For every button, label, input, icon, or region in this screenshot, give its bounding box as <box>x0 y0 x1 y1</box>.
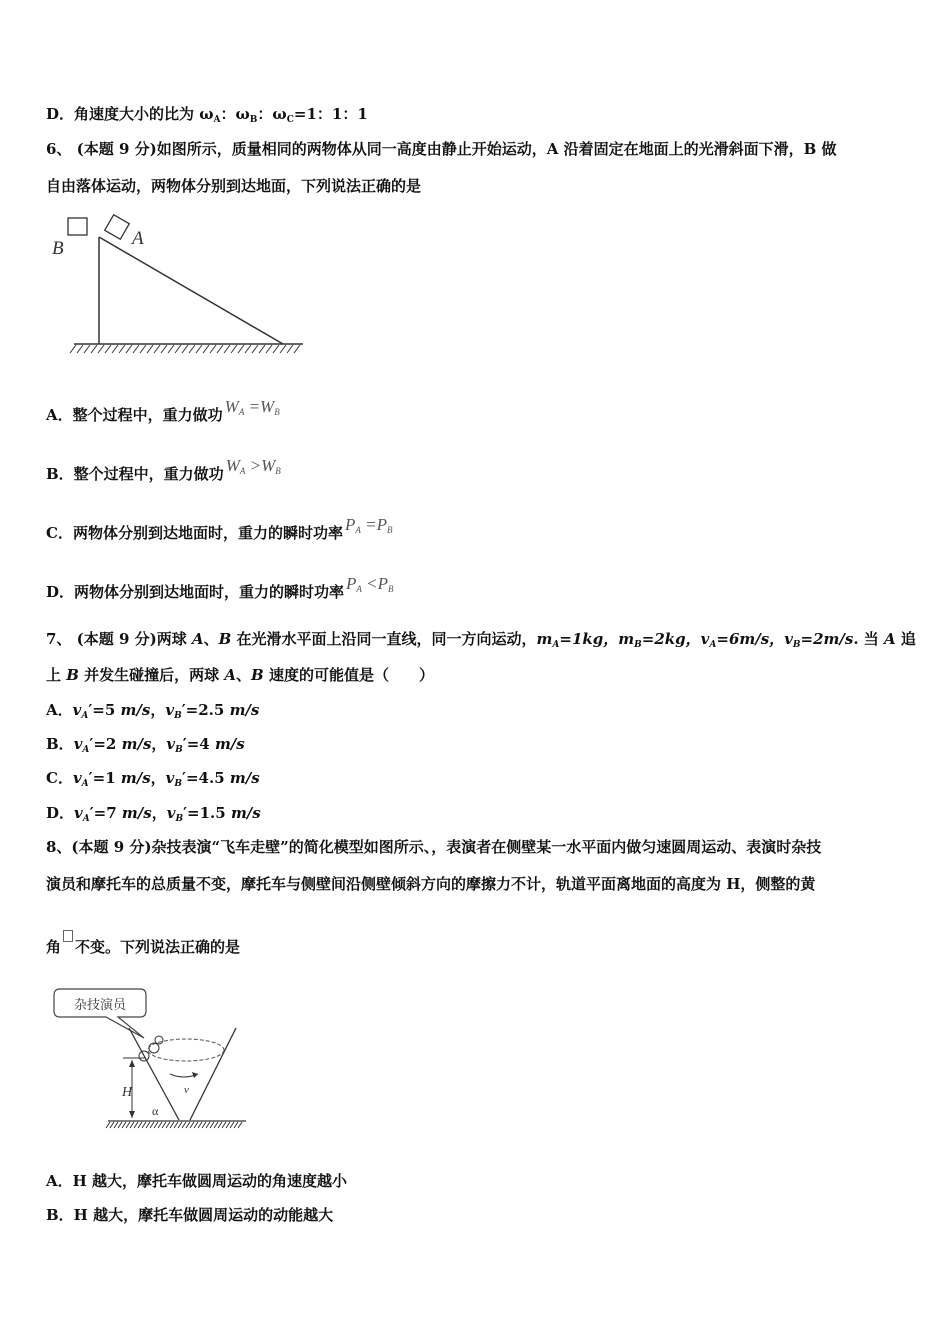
block-a <box>105 215 130 240</box>
hatch-mark <box>198 1122 202 1128</box>
hatch-mark <box>224 345 230 353</box>
hatch-mark <box>161 345 167 353</box>
hatch-mark <box>206 1122 210 1128</box>
hatch-mark <box>170 1122 174 1128</box>
hatch-mark <box>266 345 272 353</box>
hatch-mark <box>182 345 188 353</box>
height-arrowhead-bottom <box>129 1111 135 1118</box>
hatch-mark <box>118 1122 122 1128</box>
hatch-mark <box>203 345 209 353</box>
hatch-mark <box>70 345 76 353</box>
q8-option-a: A．H 越大，摩托车做圆周运动的角速度越小 <box>46 1172 348 1190</box>
hatch-mark <box>98 345 104 353</box>
q7-option-c: C．$v_A'=1$ m/s，$v_B'=4.5$ m/s <box>46 769 260 789</box>
hatch-mark <box>158 1122 162 1128</box>
hatch-mark <box>231 345 237 353</box>
ground-hatch <box>106 1122 242 1128</box>
hatch-mark <box>168 345 174 353</box>
hatch-mark <box>105 345 111 353</box>
hatch-mark <box>178 1122 182 1128</box>
hatch-mark <box>142 1122 146 1128</box>
hatch-mark <box>138 1122 142 1128</box>
hatch-mark <box>119 345 125 353</box>
hatch-mark <box>294 345 300 353</box>
hatch-mark <box>259 345 265 353</box>
hatch-mark <box>238 1122 242 1128</box>
hatch-mark <box>91 345 97 353</box>
hatch-mark <box>280 345 286 353</box>
hatch-mark <box>147 345 153 353</box>
hatch-mark <box>238 345 244 353</box>
hatch-mark <box>140 345 146 353</box>
label-h: H <box>122 1085 133 1100</box>
hatch-mark <box>273 345 279 353</box>
hatch-mark <box>106 1122 110 1128</box>
hatch-mark <box>217 345 223 353</box>
hatch-mark <box>126 1122 130 1128</box>
hatch-mark <box>245 345 251 353</box>
q6-option-b: B．整个过程中，重力做功 WA >WB <box>46 456 281 483</box>
hatch-mark <box>146 1122 150 1128</box>
formula-pa-eq-pb: PA =PB <box>344 515 393 535</box>
hatch-mark <box>162 1122 166 1128</box>
track-ellipse <box>148 1039 224 1061</box>
hatch-mark <box>230 1122 234 1128</box>
block-b <box>68 218 87 235</box>
rider-head <box>155 1036 163 1044</box>
formula-pa-lt-pb: PA <PB <box>346 574 394 594</box>
callout-bubble <box>54 989 146 1038</box>
formula-wa-gt-wb: WA >WB <box>225 456 281 476</box>
hatch-mark <box>114 1122 118 1128</box>
hatch-mark <box>112 345 118 353</box>
height-arrowhead-top <box>129 1060 135 1067</box>
hatch-mark <box>287 345 293 353</box>
hatch-mark <box>210 1122 214 1128</box>
q6-incline-figure <box>46 210 311 365</box>
ground-hatch <box>70 345 300 353</box>
callout-label: 杂技演员 <box>73 998 127 1013</box>
label-alpha: α <box>152 1104 159 1118</box>
hatch-mark <box>226 1122 230 1128</box>
label-b: B <box>52 238 64 259</box>
hatch-mark <box>122 1122 126 1128</box>
hatch-mark <box>110 1122 114 1128</box>
hatch-mark <box>77 345 83 353</box>
hatch-mark <box>218 1122 222 1128</box>
q8-option-b: B．H 越大，摩托车做圆周运动的动能越大 <box>46 1206 334 1224</box>
hatch-mark <box>154 345 160 353</box>
hatch-mark <box>174 1122 178 1128</box>
label-v: v <box>184 1084 189 1096</box>
hatch-mark <box>150 1122 154 1128</box>
q7-option-a: A．$v_A'=5$ m/s，$v_B'=2.5$ m/s <box>46 701 260 721</box>
q6-stem-line1: 6、 (本题 9 分)如图所示，质量相同的两物体从同一高度由静止开始运动，A 沿着固定在地面上的光滑斜面下滑，B 做 <box>46 140 837 158</box>
label-a: A <box>132 228 144 249</box>
hatch-mark <box>252 345 258 353</box>
q6-option-a: A．整个过程中，重力做功 WA =WB <box>46 397 280 424</box>
q7-stem-line2: 上 B 并发生碰撞后，两球 A、B 速度的可能值是（ ） <box>46 666 434 684</box>
hatch-mark <box>202 1122 206 1128</box>
hatch-mark <box>222 1122 226 1128</box>
hatch-mark <box>134 1122 138 1128</box>
q7-stem-line1: 7、 (本题 9 分)两球 A、B 在光滑水平面上沿同一直线，同一方向运动，$m_A=1kg$，$m_B=2kg$，$v_A=6m/s$，$v_B=2m/s$. 当 A 追 <box>46 630 916 650</box>
q8-stem-line1: 8、(本题 9 分)杂技表演“飞车走壁”的简化模型如图所示、，表演者在侧壁某一水平面内做匀速圆周运动、表演时杂技 <box>46 838 822 856</box>
q6-stem-line2: 自由落体运动，两物体分别到达地面，下列说法正确的是 <box>46 177 422 195</box>
hatch-mark <box>130 1122 134 1128</box>
hatch-mark <box>126 345 132 353</box>
hatch-mark <box>189 345 195 353</box>
incline-slope <box>99 237 283 344</box>
hatch-mark <box>194 1122 198 1128</box>
hatch-mark <box>190 1122 194 1128</box>
q6-option-c: C．两物体分别到达地面时，重力的瞬时功率 PA =PB <box>46 515 393 542</box>
missing-symbol-placeholder <box>63 930 73 942</box>
hatch-mark <box>214 1122 218 1128</box>
hatch-mark <box>234 1122 238 1128</box>
hatch-mark <box>175 345 181 353</box>
hatch-mark <box>84 345 90 353</box>
q8-stem-line3: 角 不变。下列说法正确的是 <box>46 936 240 957</box>
motion-arrowhead <box>192 1072 198 1078</box>
hatch-mark <box>210 345 216 353</box>
q7-option-b: B．$v_A'=2$ m/s，$v_B'=4$ m/s <box>46 735 245 755</box>
q8-wall-ride-figure <box>46 982 251 1132</box>
q8-stem-line2: 演员和摩托车的总质量不变，摩托车与侧壁间沿侧壁倾斜方向的摩擦力不计，轨道平面离地面的高度为 H，侧整的黄 <box>46 875 816 893</box>
q6-option-d: D．两物体分别到达地面时，重力的瞬时功率 PA <PB <box>46 574 394 601</box>
hatch-mark <box>182 1122 186 1128</box>
hatch-mark <box>154 1122 158 1128</box>
hatch-mark <box>166 1122 170 1128</box>
hatch-mark <box>186 1122 190 1128</box>
hatch-mark <box>133 345 139 353</box>
q5-option-d: D．角速度大小的比为 $\omega_A$：$\omega_B$：$\omega_C=1$：1：1 <box>46 105 368 125</box>
formula-wa-eq-wb: WA =WB <box>224 397 280 417</box>
q7-option-d: D．$v_A'=7$ m/s，$v_B'=1.5$ m/s <box>46 804 261 824</box>
hatch-mark <box>196 345 202 353</box>
